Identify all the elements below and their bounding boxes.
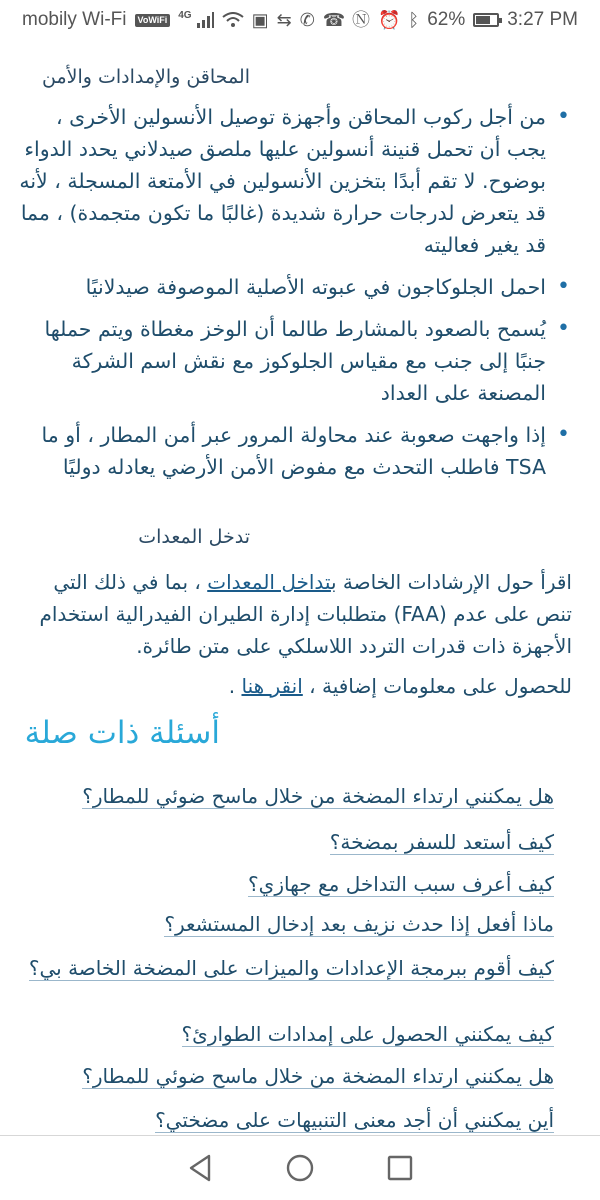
section-title-interference: تدخل المعدات xyxy=(138,526,250,548)
recents-icon[interactable] xyxy=(387,1155,413,1181)
wifi-icon xyxy=(222,12,244,28)
carrier-label: mobily Wi-Fi xyxy=(22,9,127,30)
whatsapp-icon: ✆ xyxy=(299,10,315,30)
status-right xyxy=(352,9,578,31)
system-nav-bar xyxy=(0,1135,600,1200)
bullet-insulin: • من أجل ركوب المحاقن وأجهزة توصيل الأنسولين الأخرى ، يجب أن تحمل قنينة أنسولين عليها ملصق صيدلاني يحدد الدواء بوضوح. لا تقم أبدًا بتخزين الأنسولين في الأمتعة المسجلة ، لأنه قد يتعرض لدرجات حرارة شديدة (غالبًا ما تكون متجمدة) ، مما قد يغير فعاليته xyxy=(17,101,572,261)
recents-button[interactable] xyxy=(385,1153,415,1183)
click-here-link[interactable]: انقر هنا xyxy=(241,674,303,698)
battery-percent: 62% xyxy=(427,9,466,30)
bullet-tsa: • إذا واجهت صعوبة عند محاولة المرور عبر أمن المطار ، أو ما TSA فاطلب التحدث مع مفوض الأمن الأرضي يعادله دوليًا xyxy=(17,419,572,483)
home-icon[interactable] xyxy=(285,1153,315,1183)
sync-icon: ⇆ xyxy=(276,10,292,30)
related-question-link[interactable]: ماذا أفعل إذا حدث نزيف بعد إدخال المستشعر؟ xyxy=(164,912,554,936)
related-question-link[interactable]: أين يمكنني أن أجد معنى التنبيهات على مضختي؟ xyxy=(155,1108,554,1132)
related-question-link[interactable]: هل يمكنني ارتداء المضخة من خلال ماسح ضوئي للمطار؟ xyxy=(82,1064,554,1088)
back-button[interactable] xyxy=(185,1153,215,1183)
more-info-paragraph: للحصول على معلومات إضافية ، انقر هنا . xyxy=(228,674,572,698)
status-left xyxy=(22,9,345,31)
phone-icon: ☎ xyxy=(322,10,346,30)
equipment-interference-link[interactable]: تداخل المعدات xyxy=(207,570,331,594)
image-icon: ▣ xyxy=(251,10,269,30)
supplies-bullet-list xyxy=(17,101,572,493)
cutoff-text-fragment xyxy=(30,40,70,47)
related-question-link[interactable]: كيف يمكنني الحصول على إمدادات الطوارئ؟ xyxy=(181,1022,554,1046)
signal-icon xyxy=(196,12,214,28)
related-questions-heading: أسئلة ذات صلة xyxy=(24,715,220,751)
section-title-supplies: المحاقن والإمدادات والأمن xyxy=(41,66,250,88)
bullet-lancets: • يُسمح بالصعود بالمشارط طالما أن الوخز مغطاة ويتم حملها جنبًا إلى جنب مع مقياس الجلوكوز مع نقش اسم الشركة المصنعة على العداد xyxy=(17,313,572,409)
home-button[interactable] xyxy=(285,1153,315,1183)
interference-paragraph: اقرأ حول الإرشادات الخاصة بتداخل المعدات ، بما في ذلك التي تنص على عدم (FAA) متطلبات إدارة الطيران الفيدرالية استخدام الأجهزة ذات قدرات التردد اللاسلكي على متن طائرة. xyxy=(39,570,572,658)
article-content[interactable] xyxy=(0,40,600,1135)
related-question-link[interactable]: كيف أعرف سبب التداخل مع جهازي؟ xyxy=(248,872,554,896)
battery-icon xyxy=(473,13,499,27)
alarm-icon: ⏰ xyxy=(377,10,401,30)
clock: 3:27 PM xyxy=(507,9,578,30)
back-icon[interactable] xyxy=(187,1154,213,1182)
bluetooth-icon: ᛒ xyxy=(408,10,420,30)
nfc-icon: Ⓝ xyxy=(351,10,370,30)
related-question-link[interactable]: كيف أستعد للسفر بمضخة؟ xyxy=(329,830,554,854)
network-type: 4G xyxy=(178,9,192,21)
status-bar xyxy=(0,0,600,40)
bullet-glucagon: • احمل الجلوكاجون في عبوته الأصلية الموصوفة صيدلانيًا xyxy=(17,271,572,303)
vowifi-badge: VoWiFi xyxy=(135,14,171,27)
related-question-link[interactable]: هل يمكنني ارتداء المضخة من خلال ماسح ضوئي للمطار؟ xyxy=(82,784,554,808)
related-question-link[interactable]: كيف أقوم ببرمجة الإعدادات والميزات على المضخة الخاصة بي؟ xyxy=(28,956,554,980)
